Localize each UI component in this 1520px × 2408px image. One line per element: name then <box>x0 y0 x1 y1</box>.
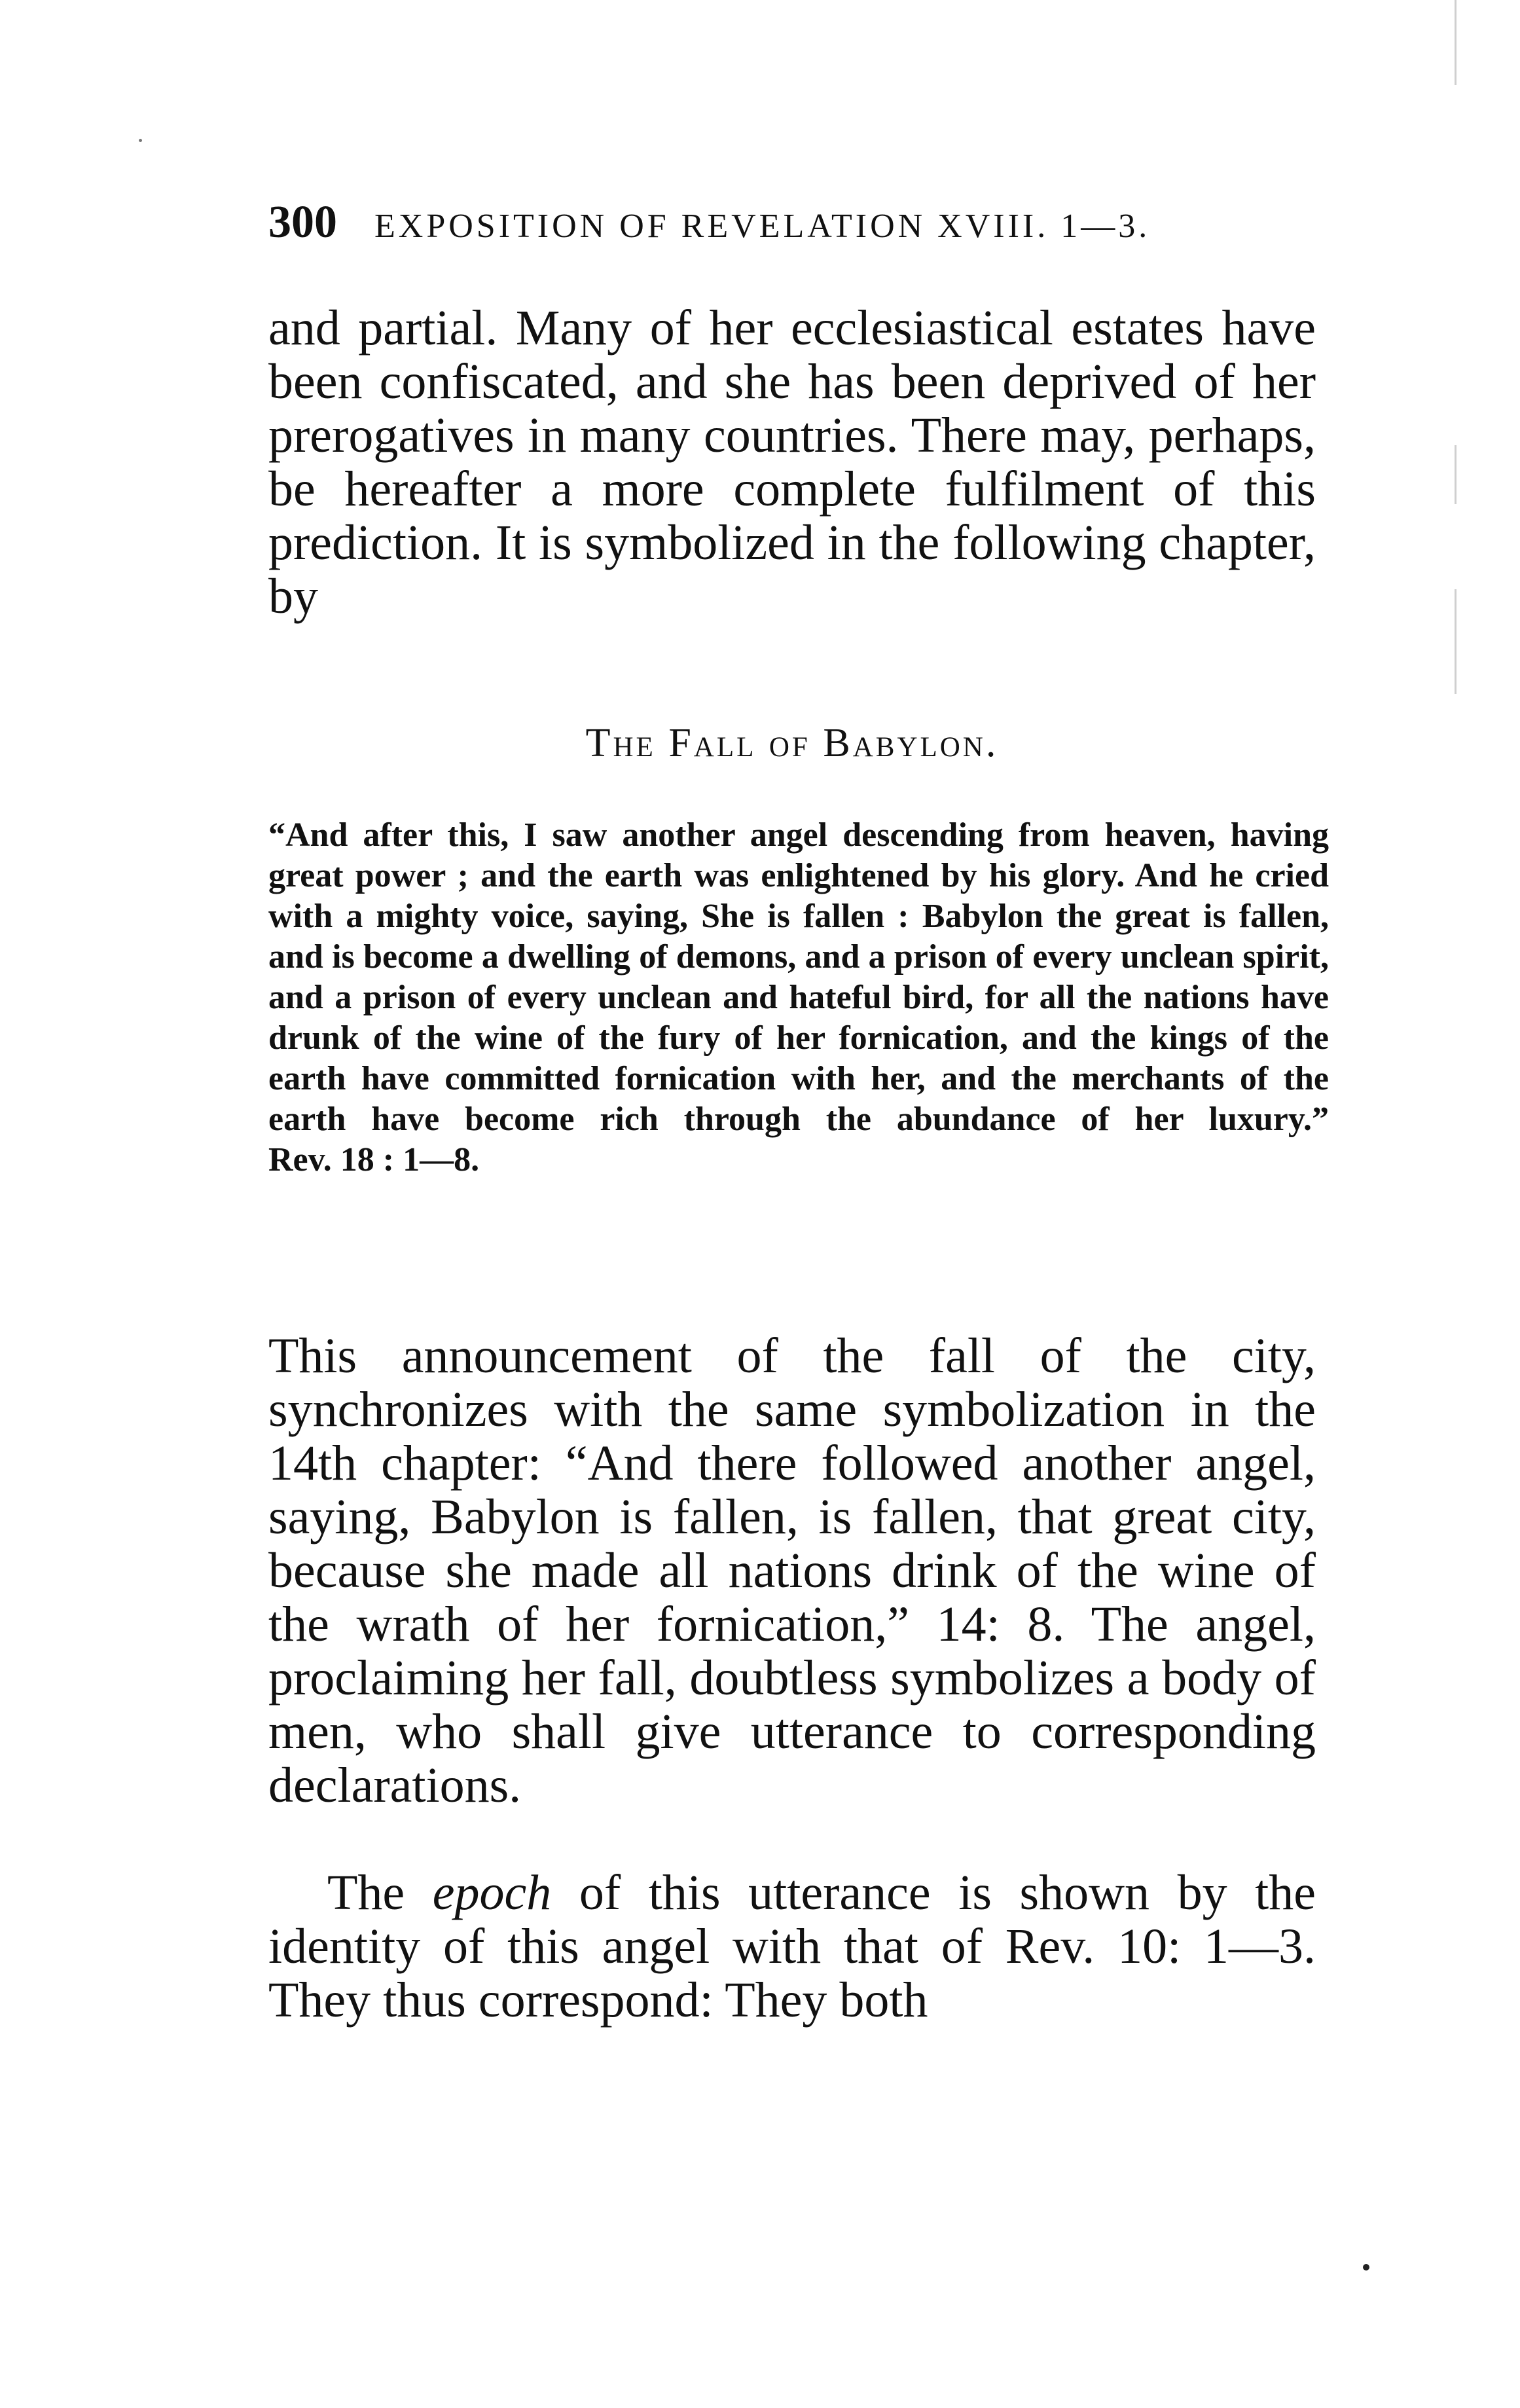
quote-text: “And after this, I saw another angel descending from heaven, having great power ; and the earth was enlightened by his glory. And he cried with a mighty voice, saying, She is fallen : Babylon the great is fallen, and is become a dwelling of demons, and a prison of every unclean spirit, and a prison of every unclean and hateful bird, for all the nations have drunk of the wine of the fury of her fornication, and the kings of the earth have committed fornication with her, and the merchants of the earth have become rich through the abundance of her luxury.” <box>268 816 1329 1138</box>
paragraph-2 <box>268 1866 1316 2027</box>
scan-edge-mark <box>1455 445 1457 504</box>
quote-reference: Rev. 18 : 1—8. <box>268 1141 480 1178</box>
paragraph-2-before: The <box>327 1865 405 1920</box>
paragraph-2-text <box>268 1866 1316 2027</box>
scripture-quote <box>268 815 1329 1180</box>
scan-speck <box>139 139 142 142</box>
paragraph-2-emphasis: epoch <box>432 1865 552 1920</box>
scan-edge-mark <box>1455 589 1457 694</box>
page-number: 300 <box>268 197 337 247</box>
scan-speck <box>1363 2264 1369 2271</box>
paragraph-1-text: This announcement of the fall of the city, synchronizes with the same symbolization in the 14th chapter: “And there followed another angel, saying, Babylon is fallen, is fallen, that great city, because she made all nations drink of the wine of the wrath of her fornication,” 14: 8. The angel, proclaiming her fall, doubtless symbolizes a body of men, who shall give utterance to corresponding declarations. <box>268 1328 1316 1813</box>
paragraph-1 <box>268 1329 1316 1812</box>
running-header <box>268 196 1329 249</box>
scan-edge-mark <box>1455 0 1457 85</box>
section-heading: The Fall of Babylon. <box>585 721 999 765</box>
intro-paragraph: and partial. Many of her ecclesiastical estates have been confiscated, and she has been deprived of her prerogatives in many countries. There may, perhaps, be hereafter a more complete fulfilment of this prediction. It is symbolized in the following chapter, by <box>268 301 1316 624</box>
running-title: EXPOSITION OF REVELATION XVIII. 1—3. <box>374 208 1151 245</box>
paragraph-2-after: of this utterance is shown by the identity of this angel with that of Rev. 10: 1—3. They thus correspond: They both <box>268 1865 1316 2028</box>
